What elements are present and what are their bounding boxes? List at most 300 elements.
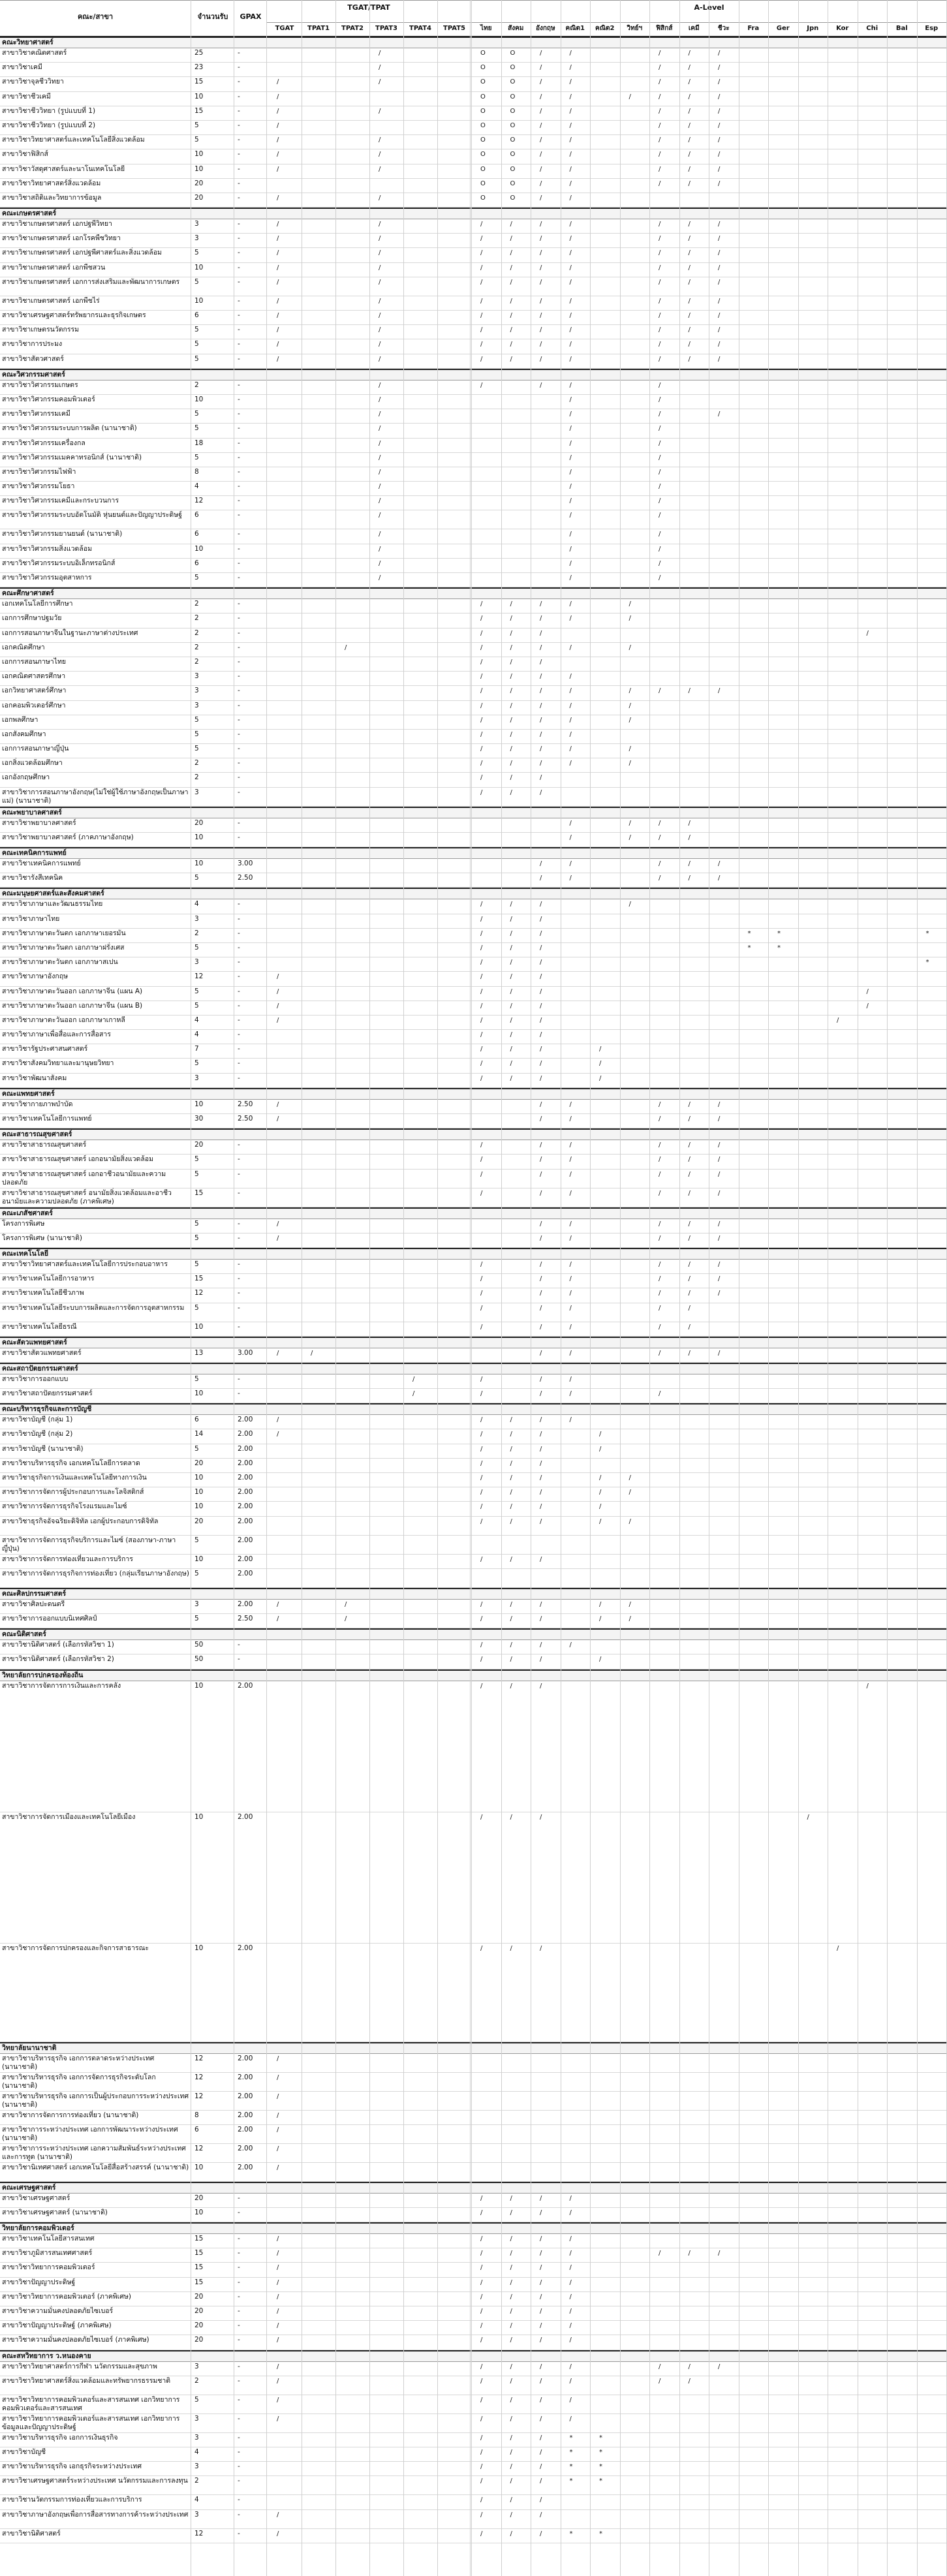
mark-เคมี: /	[688, 165, 691, 173]
gpax-value: 2.00	[238, 1430, 253, 1438]
table-row	[0, 2447, 947, 2462]
program-name: สาขาวิชาเทคโนโลยีชีวภาพ	[2, 1289, 84, 1297]
mark-คณิต1: /	[569, 819, 572, 827]
grid-line	[620, 0, 621, 2576]
program-name: สาขาวิชานิติศาสตร์	[2, 2529, 61, 2537]
mark-อังกฤษ: /	[540, 774, 542, 782]
table-row	[0, 2529, 947, 2543]
mark-TGAT: /	[277, 2111, 279, 2119]
mark-ฟิสิกส์: /	[659, 2363, 661, 2370]
gpax-value: -	[238, 2447, 240, 2456]
quota-value: 10	[194, 1474, 204, 1482]
section-title-text: วิทยาลัยการคอมพิวเตอร์	[2, 2224, 74, 2233]
mark-ฟิสิกส์: /	[659, 1220, 661, 1228]
mark-สังคม: /	[510, 2264, 512, 2272]
mark-ชีวะ: /	[718, 875, 721, 882]
mark-ฟิสิกส์: /	[659, 687, 661, 695]
mark-เคมี: /	[688, 235, 691, 243]
mark-ไทย: /	[480, 326, 483, 334]
mark-TGAT: /	[277, 2145, 279, 2152]
table-row	[0, 1555, 947, 1569]
mark-วิทย์ฯ: /	[629, 93, 631, 101]
quota-value: 12	[194, 2054, 204, 2062]
quota-value: 2	[194, 929, 199, 937]
gpax-value: -	[238, 1303, 240, 1312]
table-row	[0, 380, 947, 395]
mark-ฟิสิกส์: /	[659, 278, 661, 286]
table-row	[0, 914, 947, 929]
mark-ไทย: /	[480, 1170, 483, 1178]
program-name: สาขาวิชาพยาบาลศาสตร์ (ภาคภาษาอังกฤษ)	[2, 833, 134, 841]
mark-คณิต2: /	[599, 1060, 602, 1068]
table-row	[0, 2144, 947, 2163]
section-title-text: คณะสัตวแพทยศาสตร์	[2, 1338, 67, 1346]
section-title-text: คณะเภสัชศาสตร์	[2, 1209, 53, 1217]
mark-ชีวะ: /	[718, 2363, 721, 2370]
program-name: สาขาวิชาคณิตศาสตร์	[2, 49, 67, 57]
program-name: เอกสังคมศึกษา	[2, 730, 46, 738]
mark-เคมี: /	[688, 121, 691, 129]
quota-value: 3	[194, 958, 199, 967]
mark-Chi: /	[866, 1002, 869, 1010]
quota-value: 5	[194, 1234, 199, 1242]
table-row	[0, 193, 947, 208]
mark-สังคม: /	[510, 745, 512, 753]
gpax-value: -	[238, 453, 240, 461]
program-name: สาขาวิชาเกษตรศาสตร์ เอกโรคพืชวิทยา	[2, 234, 121, 243]
mark-สังคม: /	[510, 702, 512, 709]
mark-สังคม: /	[510, 2336, 512, 2344]
mark-อังกฤษ: /	[540, 2477, 542, 2485]
gpax-value: -	[238, 2263, 240, 2272]
table-row	[0, 2208, 947, 2222]
mark-ไทย: /	[480, 1489, 483, 1497]
mark-อังกฤษ: /	[540, 93, 542, 101]
mark-ชีวะ: /	[718, 1234, 721, 1242]
mark-สังคม: /	[510, 1046, 512, 1053]
mark-ไทย: /	[480, 1416, 483, 1424]
mark-ฟิสิกส์: /	[659, 136, 661, 144]
mark-TGAT: /	[277, 355, 279, 363]
mark-Chi: /	[866, 629, 869, 637]
mark-คณิต1: /	[569, 221, 572, 228]
mark-วิทย์ฯ: /	[629, 644, 631, 651]
program-name: สาขาวิชาสาธารณสุขศาสตร์ เอกอนามัยสิ่งแวดล้อม	[2, 1155, 154, 1164]
program-name: สาขาวิชาวิศวกรรมเครื่องกล	[2, 439, 85, 447]
mark-สังคม: /	[510, 600, 512, 608]
quota-value: 10	[194, 1555, 204, 1563]
mark-เคมี: /	[688, 1304, 691, 1312]
gpax-value: -	[238, 1045, 240, 1053]
section-title-text: คณะเทคโนโลยี	[2, 1249, 48, 1258]
table-row	[0, 1569, 947, 1588]
mark-วิทย์ฯ: /	[629, 1489, 631, 1497]
program-name: สาขาวิชาศิลปะดนตรี	[2, 1600, 65, 1608]
mark-ฟิสิกส์: /	[659, 249, 661, 257]
program-name: สาขาวิชาวิศวกรรมอุตสาหการ	[2, 574, 92, 582]
mark-สังคม: /	[510, 2477, 512, 2485]
mark-TPAT3: /	[379, 278, 381, 286]
program-name: สาขาวิชาการจัดการผู้ประกอบการและโลจิสติกส์	[2, 1488, 144, 1497]
mark-อังกฤษ: /	[540, 959, 542, 967]
gpax-value: 2.00	[238, 2125, 253, 2134]
mark-ฟิสิกส์: /	[659, 1275, 661, 1283]
mark-ชีวะ: /	[718, 1170, 721, 1178]
mark-TPAT3: /	[379, 326, 381, 334]
program-name: สาขาวิชาพัฒนาสังคม	[2, 1074, 67, 1082]
mark-ฟิสิกส์: /	[659, 355, 661, 363]
quota-value: 4	[194, 1031, 199, 1039]
grid-line	[403, 0, 404, 2576]
grid-line	[679, 0, 680, 2576]
table-row	[0, 409, 947, 424]
quota-value: 2	[194, 759, 199, 768]
mark-ฟิสิกส์: /	[659, 1141, 661, 1149]
mark-เคมี: /	[688, 221, 691, 228]
mark-สังคม: /	[510, 1641, 512, 1649]
mark-TGAT: /	[277, 2308, 279, 2315]
gpax-value: 2.00	[238, 2111, 253, 2119]
table-row	[0, 2111, 947, 2125]
section-title	[0, 1337, 947, 1348]
mark-คณิต2: /	[599, 1517, 602, 1525]
quota-value: 3	[194, 701, 199, 709]
section-title	[0, 2182, 947, 2194]
mark-คณิต1: *	[569, 2477, 573, 2485]
quota-value: 5	[194, 249, 199, 257]
table-row	[0, 873, 947, 888]
gpax-value: -	[238, 2462, 240, 2471]
program-name: สาขาวิชาวิทยาศาสตร์และเทคโนโลยีการประกอบอาหาร	[2, 1260, 168, 1268]
mark-สังคม: /	[510, 2322, 512, 2330]
mark-TGAT: /	[277, 151, 279, 159]
gpax-value: 2.00	[238, 1474, 253, 1482]
program-name: โครงการพิเศษ	[2, 1219, 45, 1228]
quota-value: 2	[194, 614, 199, 623]
quota-value: 2	[194, 773, 199, 782]
program-name: สาขาวิชาการออกแบบ	[2, 1374, 69, 1383]
mark-ไทย: /	[480, 2293, 483, 2301]
table-row	[0, 788, 947, 807]
mark-เคมี: /	[688, 687, 691, 695]
program-name: สาขาวิชาปัญญาประดิษฐ์	[2, 2278, 76, 2286]
mark-ไทย: /	[480, 987, 483, 995]
gpax-value: -	[238, 1059, 240, 1068]
gpax-value: -	[238, 2510, 240, 2519]
mark-เคมี: /	[688, 860, 691, 867]
mark-คณิต1: /	[569, 1220, 572, 1228]
mark-TGAT: /	[277, 2396, 279, 2404]
table-row	[0, 453, 947, 467]
mark-อังกฤษ: /	[540, 1517, 542, 1525]
mark-อังกฤษ: /	[540, 1474, 542, 1482]
mark-อังกฤษ: /	[540, 297, 542, 305]
table-row	[0, 529, 947, 544]
gpax-value: -	[238, 574, 240, 582]
section-title	[0, 1207, 947, 1219]
gpax-value: -	[238, 136, 240, 144]
mark-สังคม: /	[510, 730, 512, 738]
gpax-value: -	[238, 701, 240, 709]
table-row	[0, 657, 947, 672]
mark-ฟิสิกส์: /	[659, 221, 661, 228]
quota-value: 15	[194, 2249, 204, 2258]
mark-TGAT: /	[277, 2055, 279, 2062]
mark-TGAT: /	[277, 2164, 279, 2171]
mark-ไทย: /	[480, 615, 483, 623]
mark-ไทย: /	[480, 901, 483, 908]
quota-value: 5	[194, 121, 199, 129]
mark-ชีวะ: /	[718, 78, 721, 86]
table-row	[0, 1487, 947, 1502]
table-row	[0, 1348, 947, 1363]
mark-คณิต1: /	[569, 545, 572, 553]
gpax-value: -	[238, 833, 240, 841]
col-header: TGAT	[275, 25, 294, 32]
mark-TPAT3: /	[379, 221, 381, 228]
program-name: สาขาวิชาเทคโนโลยีระบบการผลิตและการจัดการอุตสาหกรรม	[2, 1303, 185, 1312]
mark-TGAT: /	[277, 297, 279, 305]
mark-TPAT3: /	[379, 78, 381, 86]
mark-วิทย์ฯ: /	[629, 1615, 631, 1622]
table-row	[0, 1016, 947, 1030]
mark-อังกฤษ: /	[540, 745, 542, 753]
mark-อังกฤษ: /	[540, 381, 542, 389]
gpax-value: -	[238, 687, 240, 695]
mark-อังกฤษ: /	[540, 1656, 542, 1664]
table-row	[0, 1517, 947, 1536]
quota-value: 4	[194, 2447, 199, 2456]
mark-ไทย: /	[480, 1002, 483, 1010]
mark-วิทย์ฯ: /	[629, 1474, 631, 1482]
program-name: สาขาวิชาวิศวกรรมระบบอัตโนมัติ หุ่นยนต์และปัญญาประดิษฐ์	[2, 511, 182, 520]
mark-TGAT: /	[277, 1600, 279, 1608]
mark-สังคม: /	[510, 1431, 512, 1438]
mark-สังคม: /	[510, 673, 512, 681]
table-row	[0, 325, 947, 339]
mark-ไทย: /	[480, 297, 483, 305]
mark-สังคม: /	[510, 2278, 512, 2286]
mark-สังคม: /	[510, 644, 512, 651]
mark-ไทย: /	[480, 1474, 483, 1482]
quota-value: 5	[194, 2395, 199, 2404]
quota-value: 10	[194, 1100, 204, 1108]
program-name: เอกการศึกษาปฐมวัย	[2, 614, 62, 623]
mark-คณิต1: /	[569, 249, 572, 257]
mark-สังคม: /	[510, 312, 512, 319]
mark-ไทย: /	[480, 2308, 483, 2315]
mark-คณิต1: /	[569, 875, 572, 882]
mark-อังกฤษ: /	[540, 221, 542, 228]
quota-value: 3	[194, 2362, 199, 2370]
mark-คณิต1: /	[569, 439, 572, 447]
table-row	[0, 1001, 947, 1016]
mark-คณิต1: /	[569, 121, 572, 129]
gpax-value: -	[238, 1655, 240, 1664]
mark-ไทย: /	[480, 760, 483, 768]
mark-คณิต1: /	[569, 600, 572, 608]
gpax-value: -	[238, 730, 240, 738]
program-name: สาขาวิชาวิศวกรรมเมคคาทรอนิกส์ (นานาชาติ)	[2, 453, 142, 461]
mark-อังกฤษ: /	[540, 860, 542, 867]
grid-line	[437, 0, 438, 2576]
table-row	[0, 2292, 947, 2306]
mark-TPAT3: /	[379, 497, 381, 505]
mark-ฟิสิกส์: /	[659, 574, 661, 582]
mark-เคมี: /	[688, 93, 691, 101]
gpax-value: 2.00	[238, 2054, 253, 2062]
gpax-value: -	[238, 193, 240, 202]
mark-ไทย: O	[480, 136, 486, 144]
mark-อังกฤษ: /	[540, 1390, 542, 1398]
grid-line	[649, 0, 650, 2576]
gpax-value: -	[238, 1219, 240, 1228]
gpax-value: -	[238, 439, 240, 447]
quota-value: 4	[194, 900, 199, 908]
mark-TPAT1: /	[311, 1349, 313, 1357]
mark-TPAT3: /	[379, 297, 381, 305]
mark-คณิต1: /	[569, 1323, 572, 1331]
mark-ชีวะ: /	[718, 235, 721, 243]
mark-ฟิสิกส์: /	[659, 1323, 661, 1331]
mark-อังกฤษ: /	[540, 2496, 542, 2504]
col-header: Bal	[895, 25, 908, 32]
table-row	[0, 929, 947, 943]
mark-TGAT: /	[277, 1234, 279, 1242]
mark-อังกฤษ: /	[540, 179, 542, 187]
mark-ไทย: O	[480, 194, 486, 202]
gpax-value: 2.00	[238, 1555, 253, 1563]
mark-เคมี: /	[688, 2250, 691, 2258]
mark-วิทย์ฯ: /	[629, 615, 631, 623]
mark-สังคม: O	[510, 121, 516, 129]
mark-อังกฤษ: /	[540, 78, 542, 86]
mark-TGAT: /	[277, 2377, 279, 2385]
quota-value: 10	[194, 544, 204, 553]
gpax-value: -	[238, 2336, 240, 2344]
gpax-value: 2.00	[238, 1459, 253, 1467]
mark-สังคม: O	[510, 151, 516, 159]
mark-ไทย: /	[480, 2250, 483, 2258]
mark-เคมี: /	[688, 136, 691, 144]
mark-อังกฤษ: /	[540, 687, 542, 695]
mark-เคมี: /	[688, 151, 691, 159]
mark-TPAT3: /	[379, 312, 381, 319]
program-name: สาขาวิชาวิทยาศาสตร์การกีฬา นวัตกรรมและสุขภาพ	[2, 2362, 157, 2370]
section-title	[0, 807, 947, 818]
mark-TGAT: /	[277, 78, 279, 86]
program-name: สาขาวิชาเทคโนโลยีสารสนเทศ	[2, 2235, 95, 2243]
col-header: วิทย์ฯ	[627, 25, 643, 32]
table-row	[0, 2335, 947, 2350]
mark-ฟิสิกส์: /	[659, 1115, 661, 1123]
mark-วิทย์ฯ: /	[629, 745, 631, 753]
mark-ชีวะ: /	[718, 2250, 721, 2258]
mark-คณิต2: /	[599, 1503, 602, 1511]
section-title	[0, 1588, 947, 1600]
mark-อังกฤษ: /	[540, 1074, 542, 1082]
mark-ไทย: /	[480, 1189, 483, 1197]
gpax-value: 2.50	[238, 1614, 253, 1622]
mark-อังกฤษ: /	[540, 1016, 542, 1024]
mark-ชีวะ: /	[718, 179, 721, 187]
mark-สังคม: /	[510, 944, 512, 952]
mark-ฟิสิกส์: /	[659, 381, 661, 389]
gpax-value: -	[238, 1289, 240, 1297]
gpax-value: 2.00	[238, 1517, 253, 1525]
mark-อังกฤษ: /	[540, 50, 542, 57]
mark-อังกฤษ: /	[540, 1459, 542, 1467]
quota-value: 5	[194, 1155, 199, 1164]
mark-คณิต1: /	[569, 179, 572, 187]
mark-ไทย: /	[480, 221, 483, 228]
gpax-value: -	[238, 1188, 240, 1197]
mark-สังคม: /	[510, 235, 512, 243]
table-row	[0, 1140, 947, 1155]
mark-คณิต2: /	[599, 1445, 602, 1453]
program-name: สาขาวิชาภาษาไทย	[2, 914, 60, 923]
quota-value: 2	[194, 2376, 199, 2385]
mark-ไทย: /	[480, 929, 483, 937]
mark-ฟิสิกส์: /	[659, 2377, 661, 2385]
mark-ฟิสิกส์: /	[659, 235, 661, 243]
mark-สังคม: /	[510, 2293, 512, 2301]
mark-คณิต1: /	[569, 165, 572, 173]
mark-ชีวะ: /	[718, 1290, 721, 1297]
quota-value: 30	[194, 1115, 204, 1123]
mark-คณิต1: /	[569, 2396, 572, 2404]
mark-สังคม: /	[510, 2415, 512, 2423]
quota-value: 14	[194, 1430, 204, 1438]
gpax-value: -	[238, 234, 240, 243]
table-row	[0, 1030, 947, 1044]
mark-ไทย: O	[480, 78, 486, 86]
table-row	[0, 219, 947, 234]
program-name: สาขาวิชาเกษตรนวัตกรรม	[2, 326, 80, 334]
section-title-text: คณะเกษตรศาสตร์	[2, 209, 57, 218]
mark-ฟิสิกส์: /	[659, 312, 661, 319]
mark-Jpn: /	[807, 1813, 809, 1821]
mark-ฟิสิกส์: /	[659, 93, 661, 101]
mark-ไทย: /	[480, 381, 483, 389]
table-row	[0, 1374, 947, 1389]
mark-ไทย: /	[480, 1656, 483, 1664]
mark-วิทย์ฯ: /	[629, 687, 631, 695]
program-name: สาขาวิชาการจัดการปกครองและกิจการสาธารณะ	[2, 1944, 149, 1952]
gpax-value: -	[238, 1074, 240, 1082]
table-row	[0, 730, 947, 744]
quota-value: 5	[194, 874, 199, 882]
mark-อังกฤษ: /	[540, 658, 542, 666]
table-row	[0, 1114, 947, 1128]
mark-คณิต2: /	[599, 1074, 602, 1082]
mark-TGAT: /	[277, 973, 279, 981]
mark-คณิต1: /	[569, 1349, 572, 1357]
mark-ไทย: /	[480, 2463, 483, 2471]
gpax-value: 2.00	[238, 1444, 253, 1453]
table-row	[0, 643, 947, 657]
mark-อังกฤษ: /	[540, 2308, 542, 2315]
gpax-value: -	[238, 467, 240, 476]
mark-TGAT: /	[277, 194, 279, 202]
table-row	[0, 2092, 947, 2111]
quota-value: 3	[194, 2462, 199, 2471]
gpax-value: -	[238, 987, 240, 995]
mark-ฟิสิกส์: /	[659, 875, 661, 882]
section-title	[0, 1248, 947, 1260]
gpax-value: -	[238, 2414, 240, 2423]
mark-เคมี: /	[688, 1189, 691, 1197]
